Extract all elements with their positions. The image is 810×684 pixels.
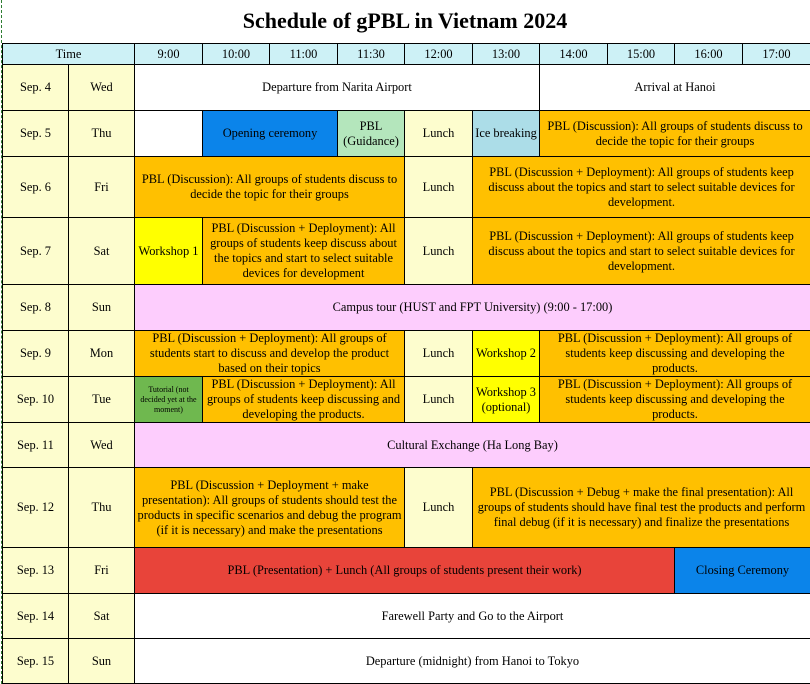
hour-header: 10:00 (203, 44, 270, 65)
event-cell: Closing Ceremony (675, 548, 810, 594)
event-cell: PBL (Discussion + Deployment): All groups of students start to discuss and develop the product based on their topics (135, 331, 405, 377)
day-cell: Thu (69, 111, 135, 157)
event-cell: Workshop 2 (473, 331, 540, 377)
date-cell: Sep. 5 (3, 111, 69, 157)
table-row (3, 468, 810, 548)
table-row (3, 548, 810, 594)
event-cell: Lunch (405, 468, 473, 548)
day-cell: Fri (69, 548, 135, 594)
hour-header: 11:30 (338, 44, 405, 65)
table-row (3, 423, 810, 468)
date-cell: Sep. 10 (3, 377, 69, 423)
hour-header: 14:00 (540, 44, 608, 65)
day-cell: Mon (69, 331, 135, 377)
event-cell: PBL (Discussion + Deployment): All groups of students keep discuss about the topics and start to select suitable devices for development. (473, 157, 810, 218)
date-cell: Sep. 15 (3, 639, 69, 684)
event-cell: PBL (Guidance) (338, 111, 405, 157)
day-cell: Fri (69, 157, 135, 218)
event-cell: PBL (Discussion + Debug + make the final presentation): All groups of students should have final test the products and perform final debug (if it is necessary) and finalize the presentations (473, 468, 810, 548)
hour-header: 12:00 (405, 44, 473, 65)
event-cell: PBL (Discussion): All groups of students discuss to decide the topic for their groups (540, 111, 810, 157)
event-cell: PBL (Discussion + Deployment): All groups of students keep discussing and developing the products. (540, 377, 810, 423)
schedule-table (2, 43, 810, 684)
table-row (3, 594, 810, 639)
table-row (3, 377, 810, 423)
day-cell: Wed (69, 423, 135, 468)
day-cell: Wed (69, 65, 135, 111)
table-row (3, 157, 810, 218)
event-cell: PBL (Discussion): All groups of students discuss to decide the topic for their groups (135, 157, 405, 218)
day-cell: Tue (69, 377, 135, 423)
event-cell: Lunch (405, 331, 473, 377)
day-cell: Sat (69, 218, 135, 285)
event-cell: Tutorial (not decided yet at the moment) (135, 377, 203, 423)
header-row (3, 44, 810, 65)
event-cell: PBL (Discussion + Deployment): All groups of students keep discussing and developing the products. (540, 331, 810, 377)
event-cell: Ice breaking (473, 111, 540, 157)
date-cell: Sep. 14 (3, 594, 69, 639)
hour-header: 15:00 (608, 44, 675, 65)
event-cell: Farewell Party and Go to the Airport (135, 594, 810, 639)
day-cell: Sun (69, 639, 135, 684)
table-row (3, 65, 810, 111)
date-cell: Sep. 4 (3, 65, 69, 111)
date-cell: Sep. 13 (3, 548, 69, 594)
event-cell: Cultural Exchange (Ha Long Bay) (135, 423, 810, 468)
day-cell: Sun (69, 285, 135, 331)
event-cell: Opening ceremony (203, 111, 338, 157)
day-cell: Thu (69, 468, 135, 548)
table-row (3, 639, 810, 684)
event-cell: Campus tour (HUST and FPT University) (9:00 - 17:00) (135, 285, 810, 331)
date-cell: Sep. 11 (3, 423, 69, 468)
event-cell: Workshop 1 (135, 218, 203, 285)
event-cell: PBL (Discussion + Deployment): All groups of students keep discuss about the topics and start to select suitable devices for development (203, 218, 405, 285)
table-row (3, 111, 810, 157)
hour-header: 9:00 (135, 44, 203, 65)
event-cell: Departure (midnight) from Hanoi to Tokyo (135, 639, 810, 684)
table-row (3, 331, 810, 377)
event-cell: Arrival at Hanoi (540, 65, 810, 111)
event-cell: Departure from Narita Airport (135, 65, 540, 111)
date-cell: Sep. 6 (3, 157, 69, 218)
hour-header: 11:00 (270, 44, 338, 65)
event-cell: Lunch (405, 111, 473, 157)
hour-header: 16:00 (675, 44, 743, 65)
hour-header: 13:00 (473, 44, 540, 65)
event-cell: Lunch (405, 157, 473, 218)
date-cell: Sep. 12 (3, 468, 69, 548)
date-cell: Sep. 8 (3, 285, 69, 331)
page-title: Schedule of gPBL in Vietnam 2024 (242, 8, 568, 33)
event-cell: Lunch (405, 377, 473, 423)
event-cell: PBL (Discussion + Deployment): All groups of students keep discussing and developing the products. (203, 377, 405, 423)
event-cell (135, 111, 203, 157)
event-cell: Workshop 3 (optional) (473, 377, 540, 423)
table-row (3, 218, 810, 285)
event-cell: Lunch (405, 218, 473, 285)
event-cell: PBL (Discussion + Deployment + make presentation): All groups of students should test the products in specific scenarios and debug the program (if it is necessary) and make the presentations (135, 468, 405, 548)
time-header: Time (3, 44, 135, 65)
event-cell: PBL (Presentation) + Lunch (All groups of students present their work) (135, 548, 675, 594)
table-row (3, 285, 810, 331)
hour-header: 17:00 (743, 44, 810, 65)
date-cell: Sep. 9 (3, 331, 69, 377)
date-cell: Sep. 7 (3, 218, 69, 285)
event-cell: PBL (Discussion + Deployment): All groups of students keep discuss about the topics and start to select suitable devices for development. (473, 218, 810, 285)
day-cell: Sat (69, 594, 135, 639)
